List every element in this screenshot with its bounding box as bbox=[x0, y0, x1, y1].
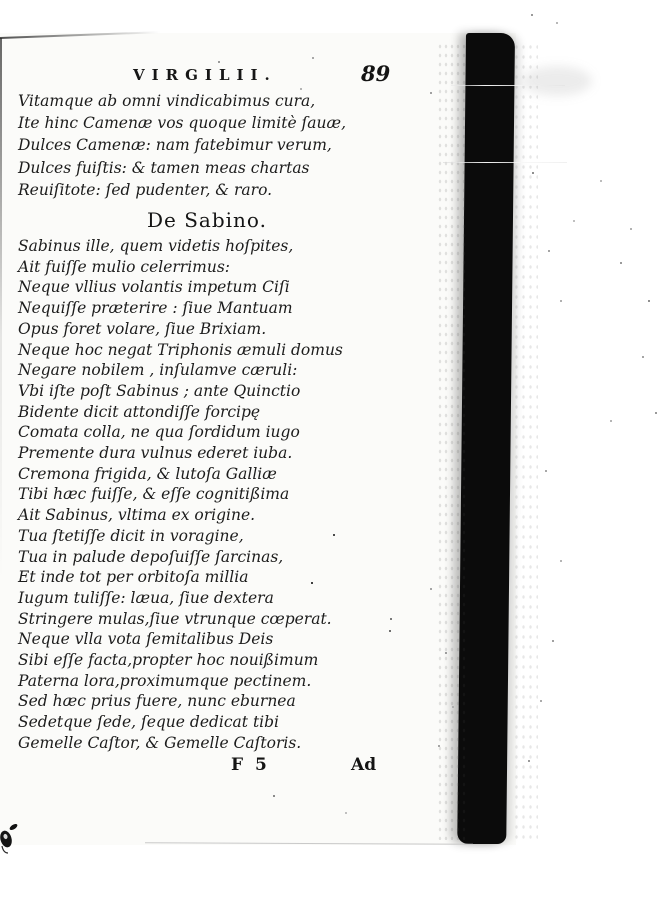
signature-mark: F 5 bbox=[231, 755, 270, 775]
poem-continuation bbox=[18, 90, 346, 201]
verse-line: Ait fuiſſe mulio celerrimus: bbox=[18, 257, 231, 276]
running-title: VIRGILII. bbox=[133, 66, 277, 84]
verse-line: Neque hoc negat Triphonis æmuli domus bbox=[18, 340, 343, 359]
verse-line: Bidente dicit attondiſſe forcipę bbox=[18, 402, 261, 421]
verse-line: Opus foret volare, ſiue Brixiam. bbox=[18, 319, 267, 338]
verse-line: Dulces Camenæ: nam fatebimur verum, bbox=[18, 136, 332, 155]
scan-haze bbox=[522, 66, 592, 96]
verse-line: Cremona frigida, & lutoſa Galliæ bbox=[18, 464, 277, 483]
section-heading: De Sabino. bbox=[147, 208, 267, 232]
verse-line: Negare nobilem , inſulamve cæruli: bbox=[18, 361, 298, 380]
verse-line: Dulces fuiſtis: & tamen meas chartas bbox=[18, 158, 310, 177]
verse-line: Neque vllius volantis impetum Ciſi bbox=[18, 278, 290, 297]
verse-line: Gemelle Caſtor, & Gemelle Caſtoris. bbox=[18, 733, 302, 752]
verse-line: Et inde tot per orbitoſa millia bbox=[18, 568, 249, 587]
verse-line: Ite hinc Camenæ vos quoque limitè ſauæ, bbox=[18, 114, 346, 133]
verse-line: Stringere mulas,ſiue vtrunque cœperat. bbox=[18, 609, 332, 628]
verse-line: Vitamque ab omni vindicabimus cura, bbox=[18, 92, 316, 110]
verse-line: Nequiſſe præterire : ſiue Mantuam bbox=[18, 299, 293, 318]
ink-blot-mark bbox=[0, 818, 22, 862]
verse-line: Tua in palude depoſuiſſe ſarcinas, bbox=[18, 547, 284, 566]
catchword: Ad bbox=[351, 755, 377, 775]
verse-line: Tua ſtetiſſe dicit in voragine, bbox=[18, 526, 244, 545]
verse-line: Neque vlla vota ſemitalibus Deis bbox=[18, 630, 274, 649]
verse-line: Reuiſitote: ſed pudenter, & raro. bbox=[18, 180, 273, 199]
verse-line: Ait Sabinus, vltima ex origine. bbox=[18, 506, 256, 525]
verse-line: Vbi iſte poſt Sabinus ; ante Quinctio bbox=[18, 381, 301, 400]
verse-line: Sed hæc prius fuere, nunc eburnea bbox=[18, 692, 296, 711]
page-number: 89 bbox=[361, 61, 391, 86]
verse-line: Paterna lora,proximumque pectinem. bbox=[18, 671, 312, 690]
verse-line: Comata colla, ne qua ſordidum iugo bbox=[18, 423, 300, 442]
verse-line: Sibi eſſe facta,propter hoc nouißimum bbox=[18, 651, 319, 670]
verse-line: Sedetque ſede, ſeque dedicat tibi bbox=[18, 713, 280, 732]
poem-de-sabino bbox=[18, 236, 343, 754]
verse-line: Iugum tuliſſe: læua, ſiue dextera bbox=[18, 588, 274, 607]
paper-specks bbox=[0, 0, 2, 2]
verse-line: Sabinus ille, quem videtis hoſpites, bbox=[18, 237, 294, 255]
verse-line: Tibi hæc fuiſſe, & eſſe cognitißima bbox=[18, 485, 290, 504]
scan-scratch-line bbox=[443, 162, 567, 163]
scan-scratch-line bbox=[451, 85, 565, 86]
page-left-edge bbox=[0, 38, 2, 578]
verse-line: Premente dura vulnus ederet iuba. bbox=[18, 444, 293, 463]
